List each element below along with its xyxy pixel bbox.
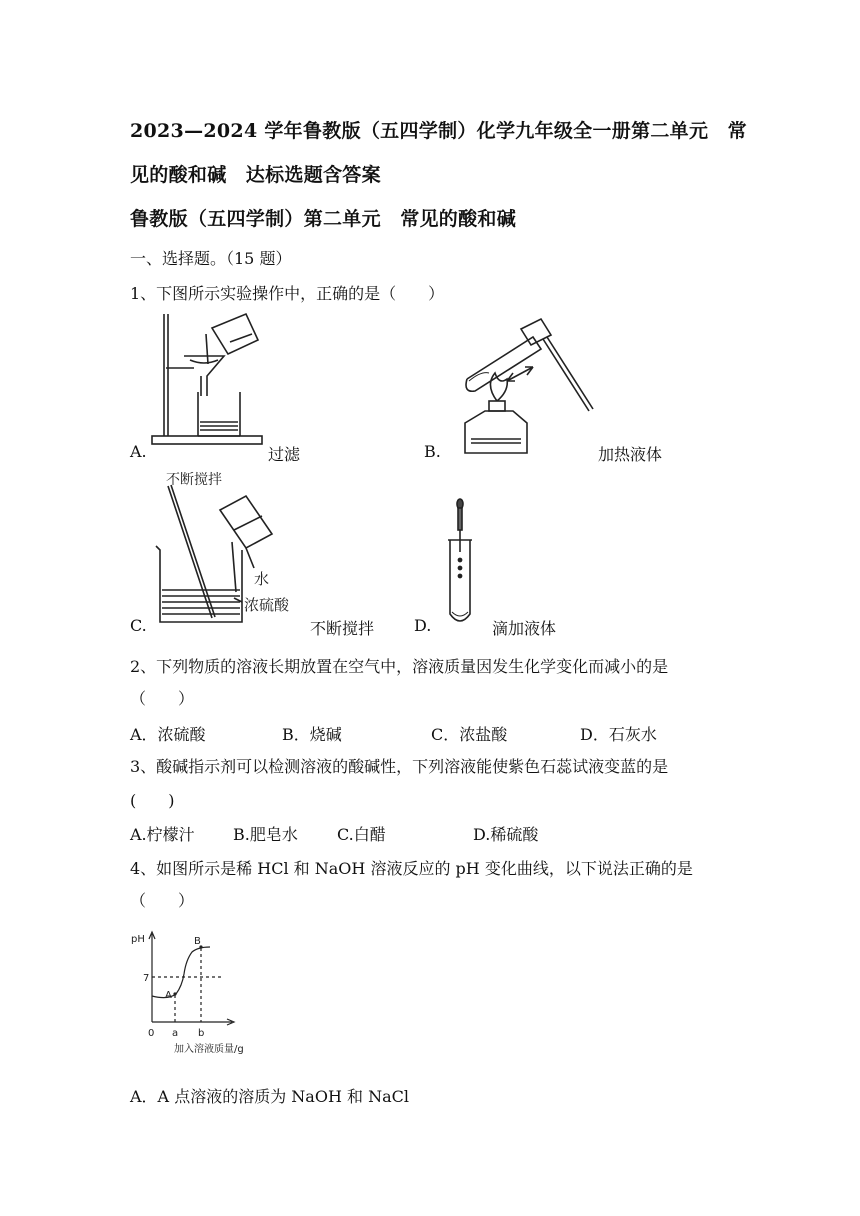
q1-option-b-caption: 加热液体 — [598, 445, 663, 464]
q2-option-a: A．浓硫酸 — [130, 725, 206, 744]
q1-figure-a-filtration — [150, 310, 280, 450]
q1-stem: 1、下图所示实验操作中，正确的是（ ） — [130, 284, 445, 303]
q1-option-b-letter: B. — [424, 442, 441, 461]
chart-x-tick-b: b — [198, 1028, 205, 1039]
chart-xlabel: 加入溶液质量/g — [174, 1044, 244, 1055]
q3-option-a: A.柠檬汁 — [130, 825, 195, 844]
q1-fig-c-label-water: 水 — [254, 570, 270, 588]
chart-x-tick-a: a — [172, 1028, 179, 1039]
q4-ph-curve-chart — [128, 928, 258, 1058]
q2-stem-line1: 2、下列物质的溶液长期放置在空气中，溶液质量因发生化学变化而减小的是 — [130, 657, 669, 676]
q1-fig-c-label-acid: 浓硫酸 — [244, 596, 290, 614]
q1-option-d-letter: D. — [414, 616, 432, 635]
q1-figure-d-dropping — [440, 496, 480, 631]
q3-stem-line1: 3、酸碱指示剂可以检测溶液的酸碱性，下列溶液能使紫色石蕊试液变蓝的是 — [130, 757, 669, 776]
section-heading: 一、选择题。（15 题） — [130, 249, 292, 268]
q4-stem-line1: 4、如图所示是稀 HCl 和 NaOH 溶液反应的 pH 变化曲线，以下说法正确的是 — [130, 859, 693, 878]
q2-option-c: C．浓盐酸 — [431, 725, 508, 744]
q3-option-b: B.肥皂水 — [233, 825, 298, 844]
point-a-mark — [173, 992, 176, 995]
doc-title-line1: 2023—2024 学年鲁教版（五四学制）化学九年级全一册第二单元 常 — [130, 120, 747, 142]
q2-option-d: D．石灰水 — [580, 725, 657, 744]
q1-figure-b-heating-liquid — [455, 315, 595, 460]
q1-option-c-caption: 不断搅拌 — [310, 619, 375, 638]
chart-y-tick-7: 7 — [143, 973, 150, 984]
q3-option-c: C.白醋 — [337, 825, 386, 844]
q1-option-a-letter: A. — [130, 442, 147, 461]
doc-subtitle: 鲁教版（五四学制）第二单元 常见的酸和碱 — [130, 208, 517, 230]
q2-option-b: B．烧碱 — [282, 725, 342, 744]
q1-fig-c-label-stir: 不断搅拌 — [166, 472, 222, 488]
chart-ylabel: pH — [131, 934, 145, 945]
chart-origin: 0 — [148, 1028, 155, 1039]
q4-option-a: A．A 点溶液的溶质为 NaOH 和 NaCl — [130, 1087, 409, 1106]
q4-stem-line2: （ ） — [130, 891, 195, 910]
q1-option-d-caption: 滴加液体 — [492, 619, 557, 638]
q1-figure-c-stirring — [150, 472, 300, 632]
q3-option-d: D.稀硫酸 — [473, 825, 539, 844]
q1-option-a-caption: 过滤 — [268, 445, 301, 464]
doc-title-line2: 见的酸和碱 达标选题含答案 — [130, 164, 381, 186]
chart-point-b-label: B — [194, 936, 201, 947]
q1-option-c-letter: C. — [130, 616, 147, 635]
q3-stem-line2: ( ) — [130, 791, 175, 810]
chart-point-a-label: A — [165, 990, 172, 1001]
q2-stem-line2: （ ） — [130, 689, 195, 708]
